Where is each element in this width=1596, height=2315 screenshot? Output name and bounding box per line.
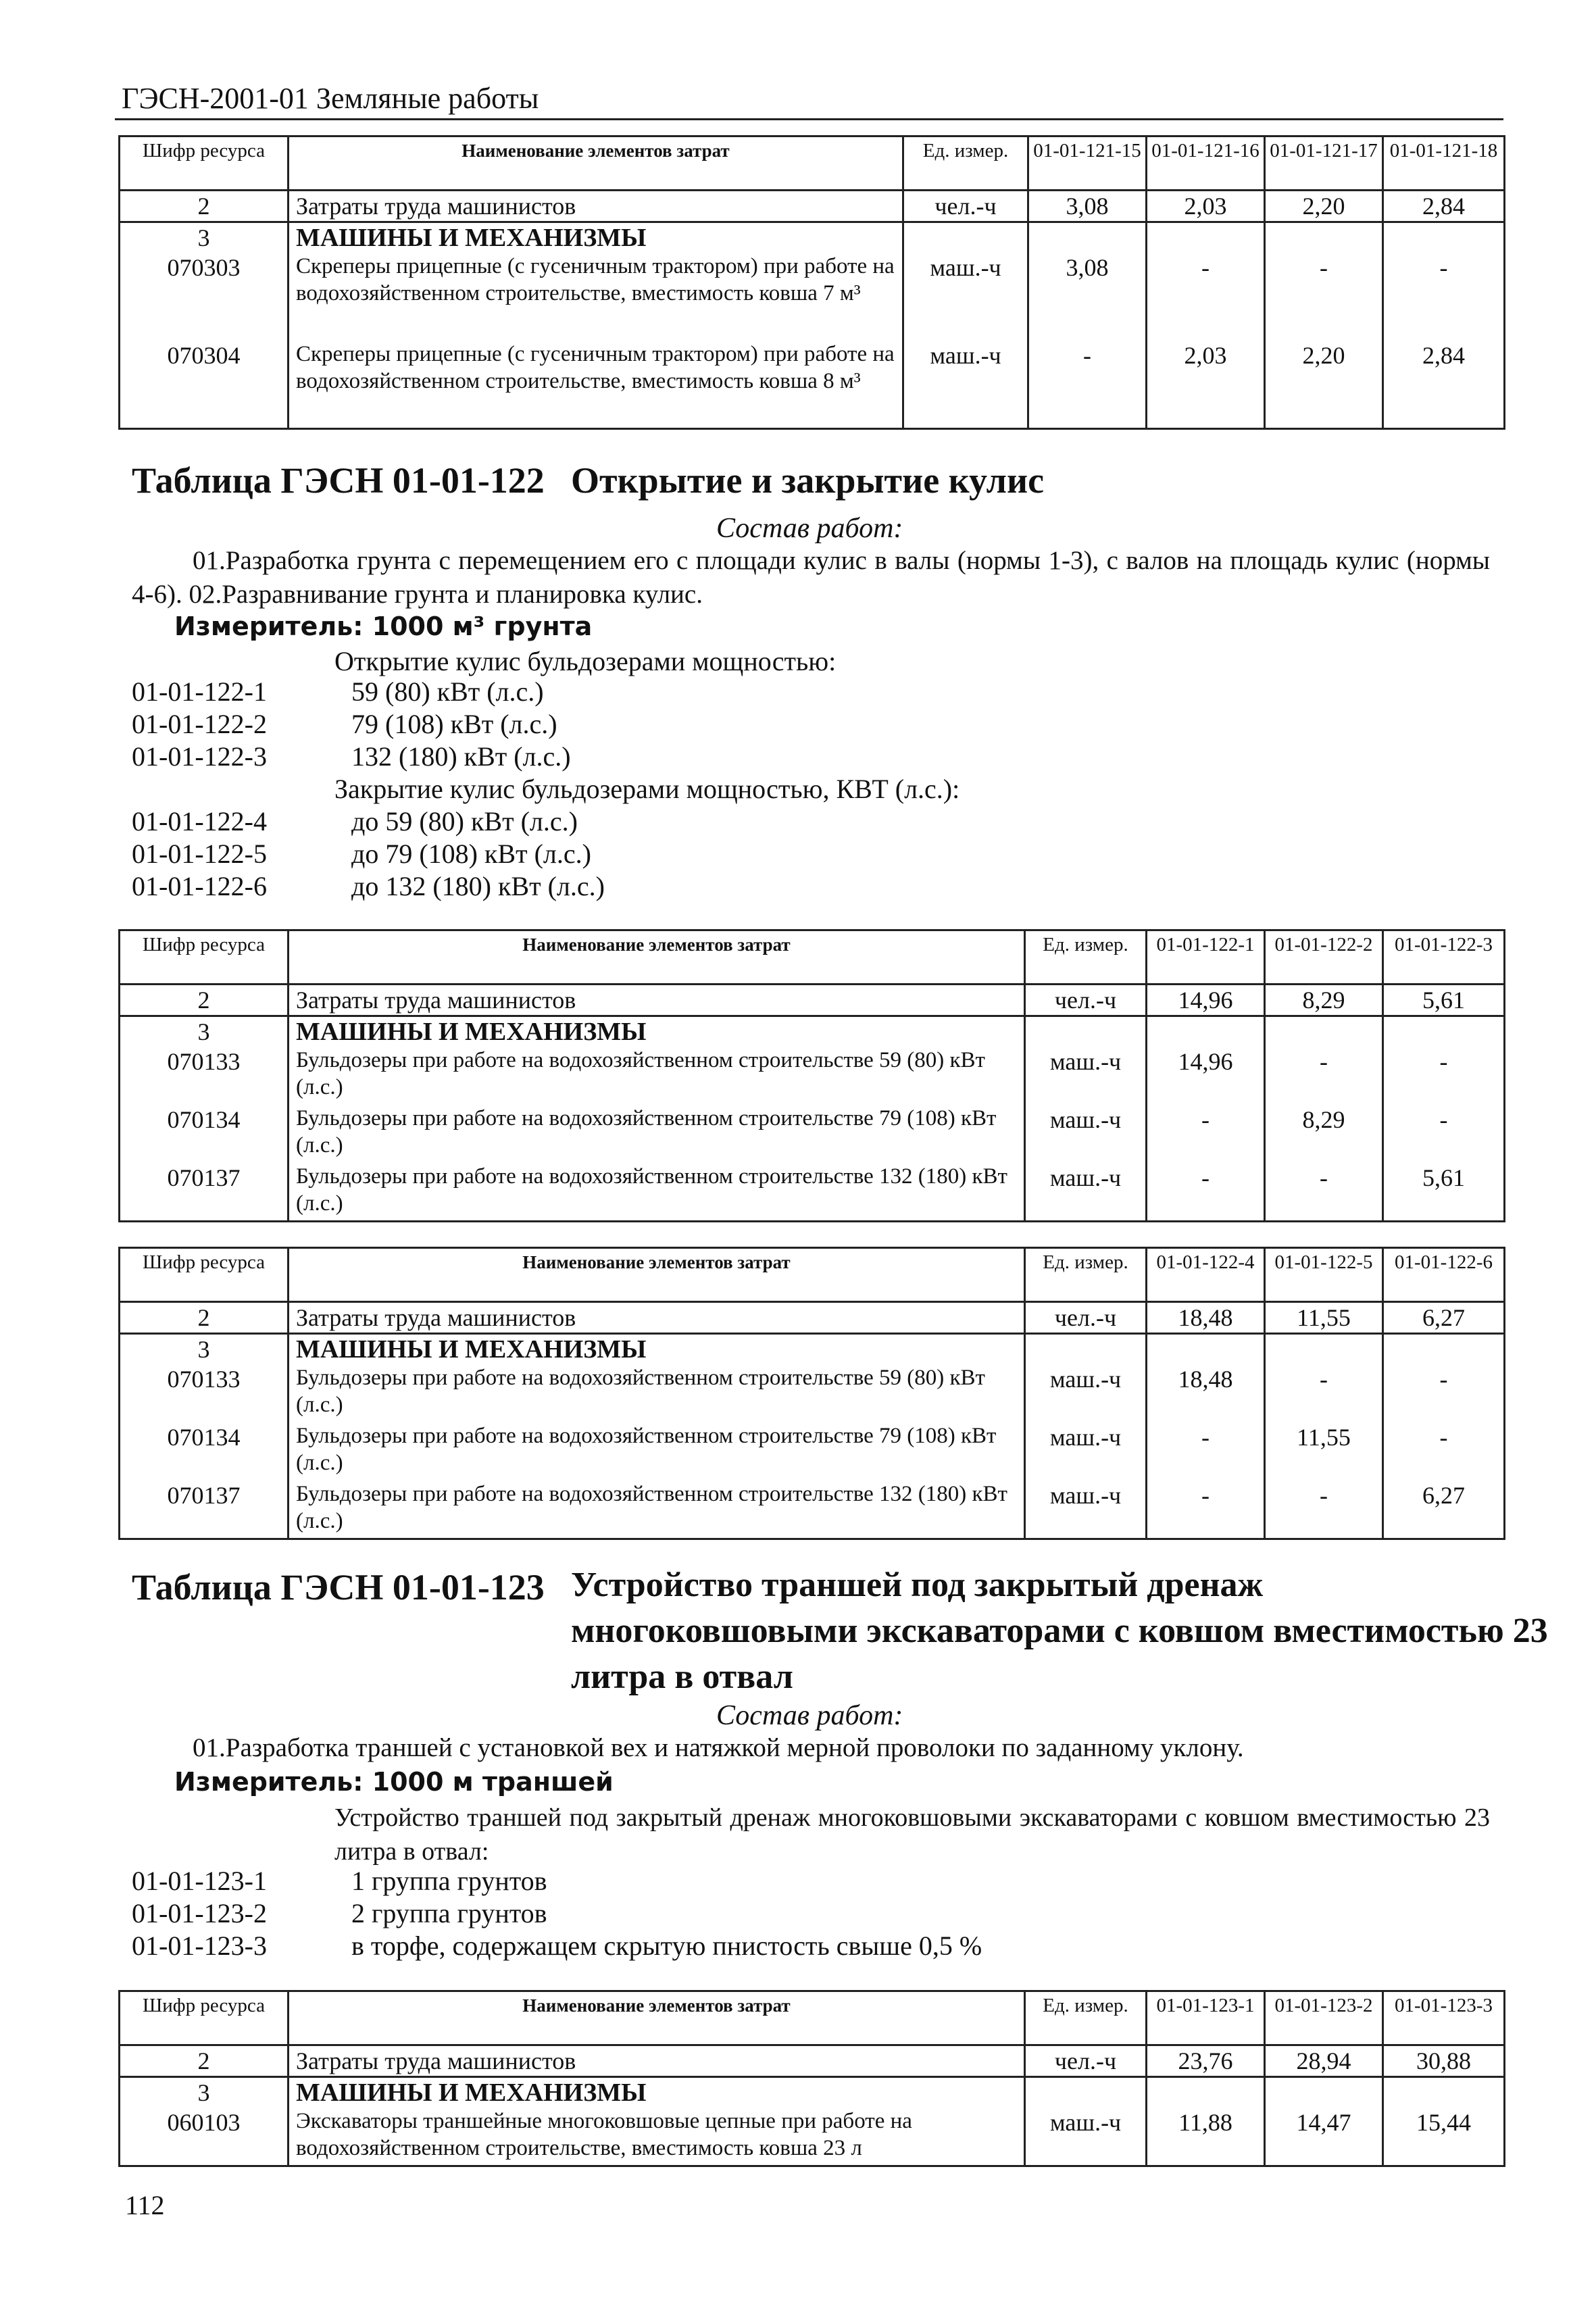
cell-name: Экскаваторы траншейные многоковшовые цепные при работе на водохозяйственном строительстве, вместимость ковша 23 л: [289, 2108, 1025, 2166]
col-head-unit: Ед. измер.: [1025, 1991, 1147, 2045]
col-head-name: Наименование элементов затрат: [289, 136, 903, 191]
table-row: [120, 253, 1505, 341]
cell-value: -: [1147, 1480, 1265, 1539]
cell-code: 070137: [120, 1163, 289, 1221]
cell-value: -: [1383, 1422, 1505, 1480]
norm-code: 01-01-122-5: [132, 839, 267, 869]
cell-value: 2,84: [1383, 191, 1505, 222]
cell-code: 3: [120, 1334, 289, 1365]
cell-value: -: [1265, 1364, 1383, 1422]
col-head-code: Шифр ресурса: [120, 930, 289, 985]
table-title: Таблица ГЭСН 01-01-122: [132, 460, 545, 501]
table-row: [120, 1422, 1505, 1480]
table-row: [120, 1047, 1505, 1105]
cell-unit: чел.-ч: [1025, 2045, 1147, 2077]
cell-value: -: [1383, 1105, 1505, 1163]
cell-name: Бульдозеры при работе на водохозяйственном строительстве 132 (180) кВт (л.с.): [289, 1480, 1025, 1539]
section-row: [120, 1334, 1505, 1365]
cell-value: -: [1147, 1105, 1265, 1163]
col-head-code: Шифр ресурса: [120, 1991, 289, 2045]
cell-unit: чел.-ч: [1025, 1302, 1147, 1334]
cell-value: 23,76: [1147, 2045, 1265, 2077]
running-header: ГЭСН-2001-01 Земляные работы: [122, 82, 539, 115]
cell-value: 11,55: [1265, 1422, 1383, 1480]
section-title: МАШИНЫ И МЕХАНИЗМЫ: [289, 222, 903, 253]
cell-name: Бульдозеры при работе на водохозяйственном строительстве 132 (180) кВт (л.с.): [289, 1163, 1025, 1221]
section-row: [120, 1016, 1505, 1047]
cell-unit: маш.-ч: [1025, 1163, 1147, 1221]
cell-value: 28,94: [1265, 2045, 1383, 2077]
composition-label: Состав работ:: [716, 1700, 903, 1731]
col-head-name: Наименование элементов затрат: [289, 1991, 1025, 2045]
section-title: МАШИНЫ И МЕХАНИЗМЫ: [289, 1334, 1025, 1365]
cell-value: 5,61: [1383, 1163, 1505, 1221]
col-head-norm: 01-01-121-16: [1147, 136, 1265, 191]
col-head-norm: 01-01-122-2: [1265, 930, 1383, 985]
cell-name: Бульдозеры при работе на водохозяйственном строительстве 79 (108) кВт (л.с.): [289, 1422, 1025, 1480]
norm-text: до 79 (108) кВт (л.с.): [351, 839, 591, 869]
section-title: МАШИНЫ И МЕХАНИЗМЫ: [289, 2077, 1025, 2108]
cell-value: -: [1265, 1480, 1383, 1539]
cell-code: 3: [120, 1016, 289, 1047]
norm-text: 2 группа грунтов: [351, 1898, 547, 1928]
norm-code: 01-01-122-4: [132, 806, 267, 837]
table-subtitle: Устройство траншей под закрытый дренаж многоковшовыми экскаваторами с ковшом вместимостью 23 литра в отвал: [571, 1566, 1548, 1696]
norm-text: 132 (180) кВт (л.с.): [351, 741, 571, 772]
page-number: 112: [125, 2190, 165, 2220]
cell-value: 3,08: [1028, 191, 1147, 222]
table-subtitle: Открытие и закрытие кулис: [571, 460, 1045, 501]
composition-label: Состав работ:: [716, 513, 903, 544]
cell-code: 2: [120, 191, 289, 222]
cell-code: 060103: [120, 2108, 289, 2166]
composition-text: 01.Разработка грунта с перемещением его с площади кулис в валы (нормы 1-3), с валов на площадь кулис (нормы 4-6). 02.Разравнивание грунта и планировка кулис.: [132, 546, 1490, 609]
col-head-code: Шифр ресурса: [120, 136, 289, 191]
cell-code: 070304: [120, 341, 289, 428]
cell-code: 2: [120, 2045, 289, 2077]
group-heading: Устройство траншей под закрытый дренаж многоковшовыми экскаваторами с ковшом вместимостью 23 литра в отвал:: [334, 1803, 1490, 1866]
cell-value: 11,55: [1265, 1302, 1383, 1334]
cell-value: -: [1383, 1047, 1505, 1105]
col-head-norm: 01-01-123-3: [1383, 1991, 1505, 2045]
cell-unit: маш.-ч: [1025, 2108, 1147, 2166]
col-head-unit: Ед. измер.: [903, 136, 1028, 191]
col-head-norm: 01-01-122-4: [1147, 1248, 1265, 1302]
cell-unit: маш.-ч: [1025, 1422, 1147, 1480]
cell-value: 8,29: [1265, 1105, 1383, 1163]
cell-value: -: [1383, 1364, 1505, 1422]
cell-code: 3: [120, 2077, 289, 2108]
cell-value: -: [1265, 1047, 1383, 1105]
norm-text: 1 группа грунтов: [351, 1866, 547, 1896]
cell-value: 14,47: [1265, 2108, 1383, 2166]
cell-code: 3: [120, 222, 289, 253]
cell-value: 2,03: [1147, 341, 1265, 428]
composition-text: 01.Разработка траншей с установкой вех и натяжкой мерной проволоки по заданному уклону.: [193, 1733, 1244, 1762]
table-row: [120, 2045, 1505, 2077]
group-heading: Закрытие кулис бульдозерами мощностью, КВТ (л.с.):: [334, 774, 960, 804]
cell-value: 2,20: [1265, 341, 1383, 428]
cell-value: 6,27: [1383, 1480, 1505, 1539]
cell-code: 2: [120, 985, 289, 1016]
col-head-unit: Ед. измер.: [1025, 1248, 1147, 1302]
cell-code: 070303: [120, 253, 289, 341]
cell-code: 070137: [120, 1480, 289, 1539]
cell-value: 6,27: [1383, 1302, 1505, 1334]
cell-unit: маш.-ч: [1025, 1047, 1147, 1105]
col-head-name: Наименование элементов затрат: [289, 930, 1025, 985]
cell-value: 3,08: [1028, 253, 1147, 341]
col-head-norm: 01-01-121-15: [1028, 136, 1147, 191]
cell-code: 070133: [120, 1047, 289, 1105]
col-head-norm: 01-01-121-18: [1383, 136, 1505, 191]
col-head-unit: Ед. измер.: [1025, 930, 1147, 985]
cell-unit: чел.-ч: [903, 191, 1028, 222]
resource-table-122-a: [118, 929, 1505, 1222]
cell-unit: маш.-ч: [1025, 1105, 1147, 1163]
table-row: [120, 985, 1505, 1016]
norm-code: 01-01-123-2: [132, 1898, 267, 1928]
norm-code: 01-01-123-3: [132, 1931, 267, 1961]
group-heading: Открытие кулис бульдозерами мощностью:: [334, 646, 837, 676]
cell-value: 30,88: [1383, 2045, 1505, 2077]
col-head-norm: 01-01-122-3: [1383, 930, 1505, 985]
header-rule: [115, 118, 1503, 120]
cell-value: 2,03: [1147, 191, 1265, 222]
norm-text: до 132 (180) кВт (л.с.): [351, 871, 605, 901]
cell-unit: чел.-ч: [1025, 985, 1147, 1016]
cell-value: -: [1028, 341, 1147, 428]
cell-name: Скреперы прицепные (с гусеничным трактором) при работе на водохозяйственном строительстве, вместимость ковша 7 м³: [289, 253, 903, 341]
cell-name: Затраты труда машинистов: [289, 985, 1025, 1016]
cell-unit: маш.-ч: [903, 253, 1028, 341]
table-row: [120, 1163, 1505, 1221]
cell-name: Затраты труда машинистов: [289, 191, 903, 222]
col-head-norm: 01-01-122-5: [1265, 1248, 1383, 1302]
cell-name: Скреперы прицепные (с гусеничным трактором) при работе на водохозяйственном строительстве, вместимость ковша 8 м³: [289, 341, 903, 428]
cell-value: 18,48: [1147, 1302, 1265, 1334]
cell-value: 15,44: [1383, 2108, 1505, 2166]
cell-value: 14,96: [1147, 1047, 1265, 1105]
resource-table-121: [118, 135, 1505, 430]
measure-unit: Измеритель: 1000 м траншей: [174, 1767, 614, 1797]
table-row: [120, 341, 1505, 428]
cell-value: 8,29: [1265, 985, 1383, 1016]
measure-unit: Измеритель: 1000 м³ грунта: [174, 612, 593, 641]
table-row: [120, 1302, 1505, 1334]
cell-name: Затраты труда машинистов: [289, 1302, 1025, 1334]
norm-text: в торфе, содержащем скрытую пнистость свыше 0,5 %: [351, 1931, 982, 1961]
cell-value: -: [1265, 253, 1383, 341]
cell-code: 070134: [120, 1422, 289, 1480]
cell-value: 14,96: [1147, 985, 1265, 1016]
resource-table-123: [118, 1990, 1505, 2167]
col-head-norm: 01-01-123-1: [1147, 1991, 1265, 2045]
col-head-norm: 01-01-121-17: [1265, 136, 1383, 191]
cell-unit: маш.-ч: [1025, 1480, 1147, 1539]
norm-code: 01-01-123-1: [132, 1866, 267, 1896]
cell-value: -: [1265, 1163, 1383, 1221]
cell-value: 2,84: [1383, 341, 1505, 428]
cell-unit: маш.-ч: [1025, 1364, 1147, 1422]
table-row: [120, 1480, 1505, 1539]
table-title: Таблица ГЭСН 01-01-123: [132, 1567, 545, 1608]
cell-value: 2,20: [1265, 191, 1383, 222]
col-head-norm: 01-01-122-1: [1147, 930, 1265, 985]
norm-text: 79 (108) кВт (л.с.): [351, 709, 557, 739]
norm-text: 59 (80) кВт (л.с.): [351, 676, 544, 707]
norm-code: 01-01-122-6: [132, 871, 267, 901]
section-title: МАШИНЫ И МЕХАНИЗМЫ: [289, 1016, 1025, 1047]
table-row: [120, 2108, 1505, 2166]
section-row: [120, 222, 1505, 253]
cell-value: 18,48: [1147, 1364, 1265, 1422]
col-head-code: Шифр ресурса: [120, 1248, 289, 1302]
table-row: [120, 1364, 1505, 1422]
col-head-name: Наименование элементов затрат: [289, 1248, 1025, 1302]
cell-name: Бульдозеры при работе на водохозяйственном строительстве 59 (80) кВт (л.с.): [289, 1047, 1025, 1105]
cell-value: -: [1383, 253, 1505, 341]
col-head-norm: 01-01-122-6: [1383, 1248, 1505, 1302]
cell-value: -: [1147, 253, 1265, 341]
table-row: [120, 191, 1505, 222]
table-row: [120, 1105, 1505, 1163]
cell-code: 2: [120, 1302, 289, 1334]
cell-code: 070134: [120, 1105, 289, 1163]
norm-code: 01-01-122-1: [132, 676, 267, 707]
norm-code: 01-01-122-3: [132, 741, 267, 772]
cell-value: 11,88: [1147, 2108, 1265, 2166]
section-row: [120, 2077, 1505, 2108]
cell-value: -: [1147, 1163, 1265, 1221]
resource-table-122-b: [118, 1247, 1505, 1540]
cell-name: Бульдозеры при работе на водохозяйственном строительстве 79 (108) кВт (л.с.): [289, 1105, 1025, 1163]
cell-code: 070133: [120, 1364, 289, 1422]
cell-value: 5,61: [1383, 985, 1505, 1016]
norm-code: 01-01-122-2: [132, 709, 267, 739]
cell-name: Бульдозеры при работе на водохозяйственном строительстве 59 (80) кВт (л.с.): [289, 1364, 1025, 1422]
col-head-norm: 01-01-123-2: [1265, 1991, 1383, 2045]
cell-name: Затраты труда машинистов: [289, 2045, 1025, 2077]
cell-unit: маш.-ч: [903, 341, 1028, 428]
cell-value: -: [1147, 1422, 1265, 1480]
norm-text: до 59 (80) кВт (л.с.): [351, 806, 578, 837]
